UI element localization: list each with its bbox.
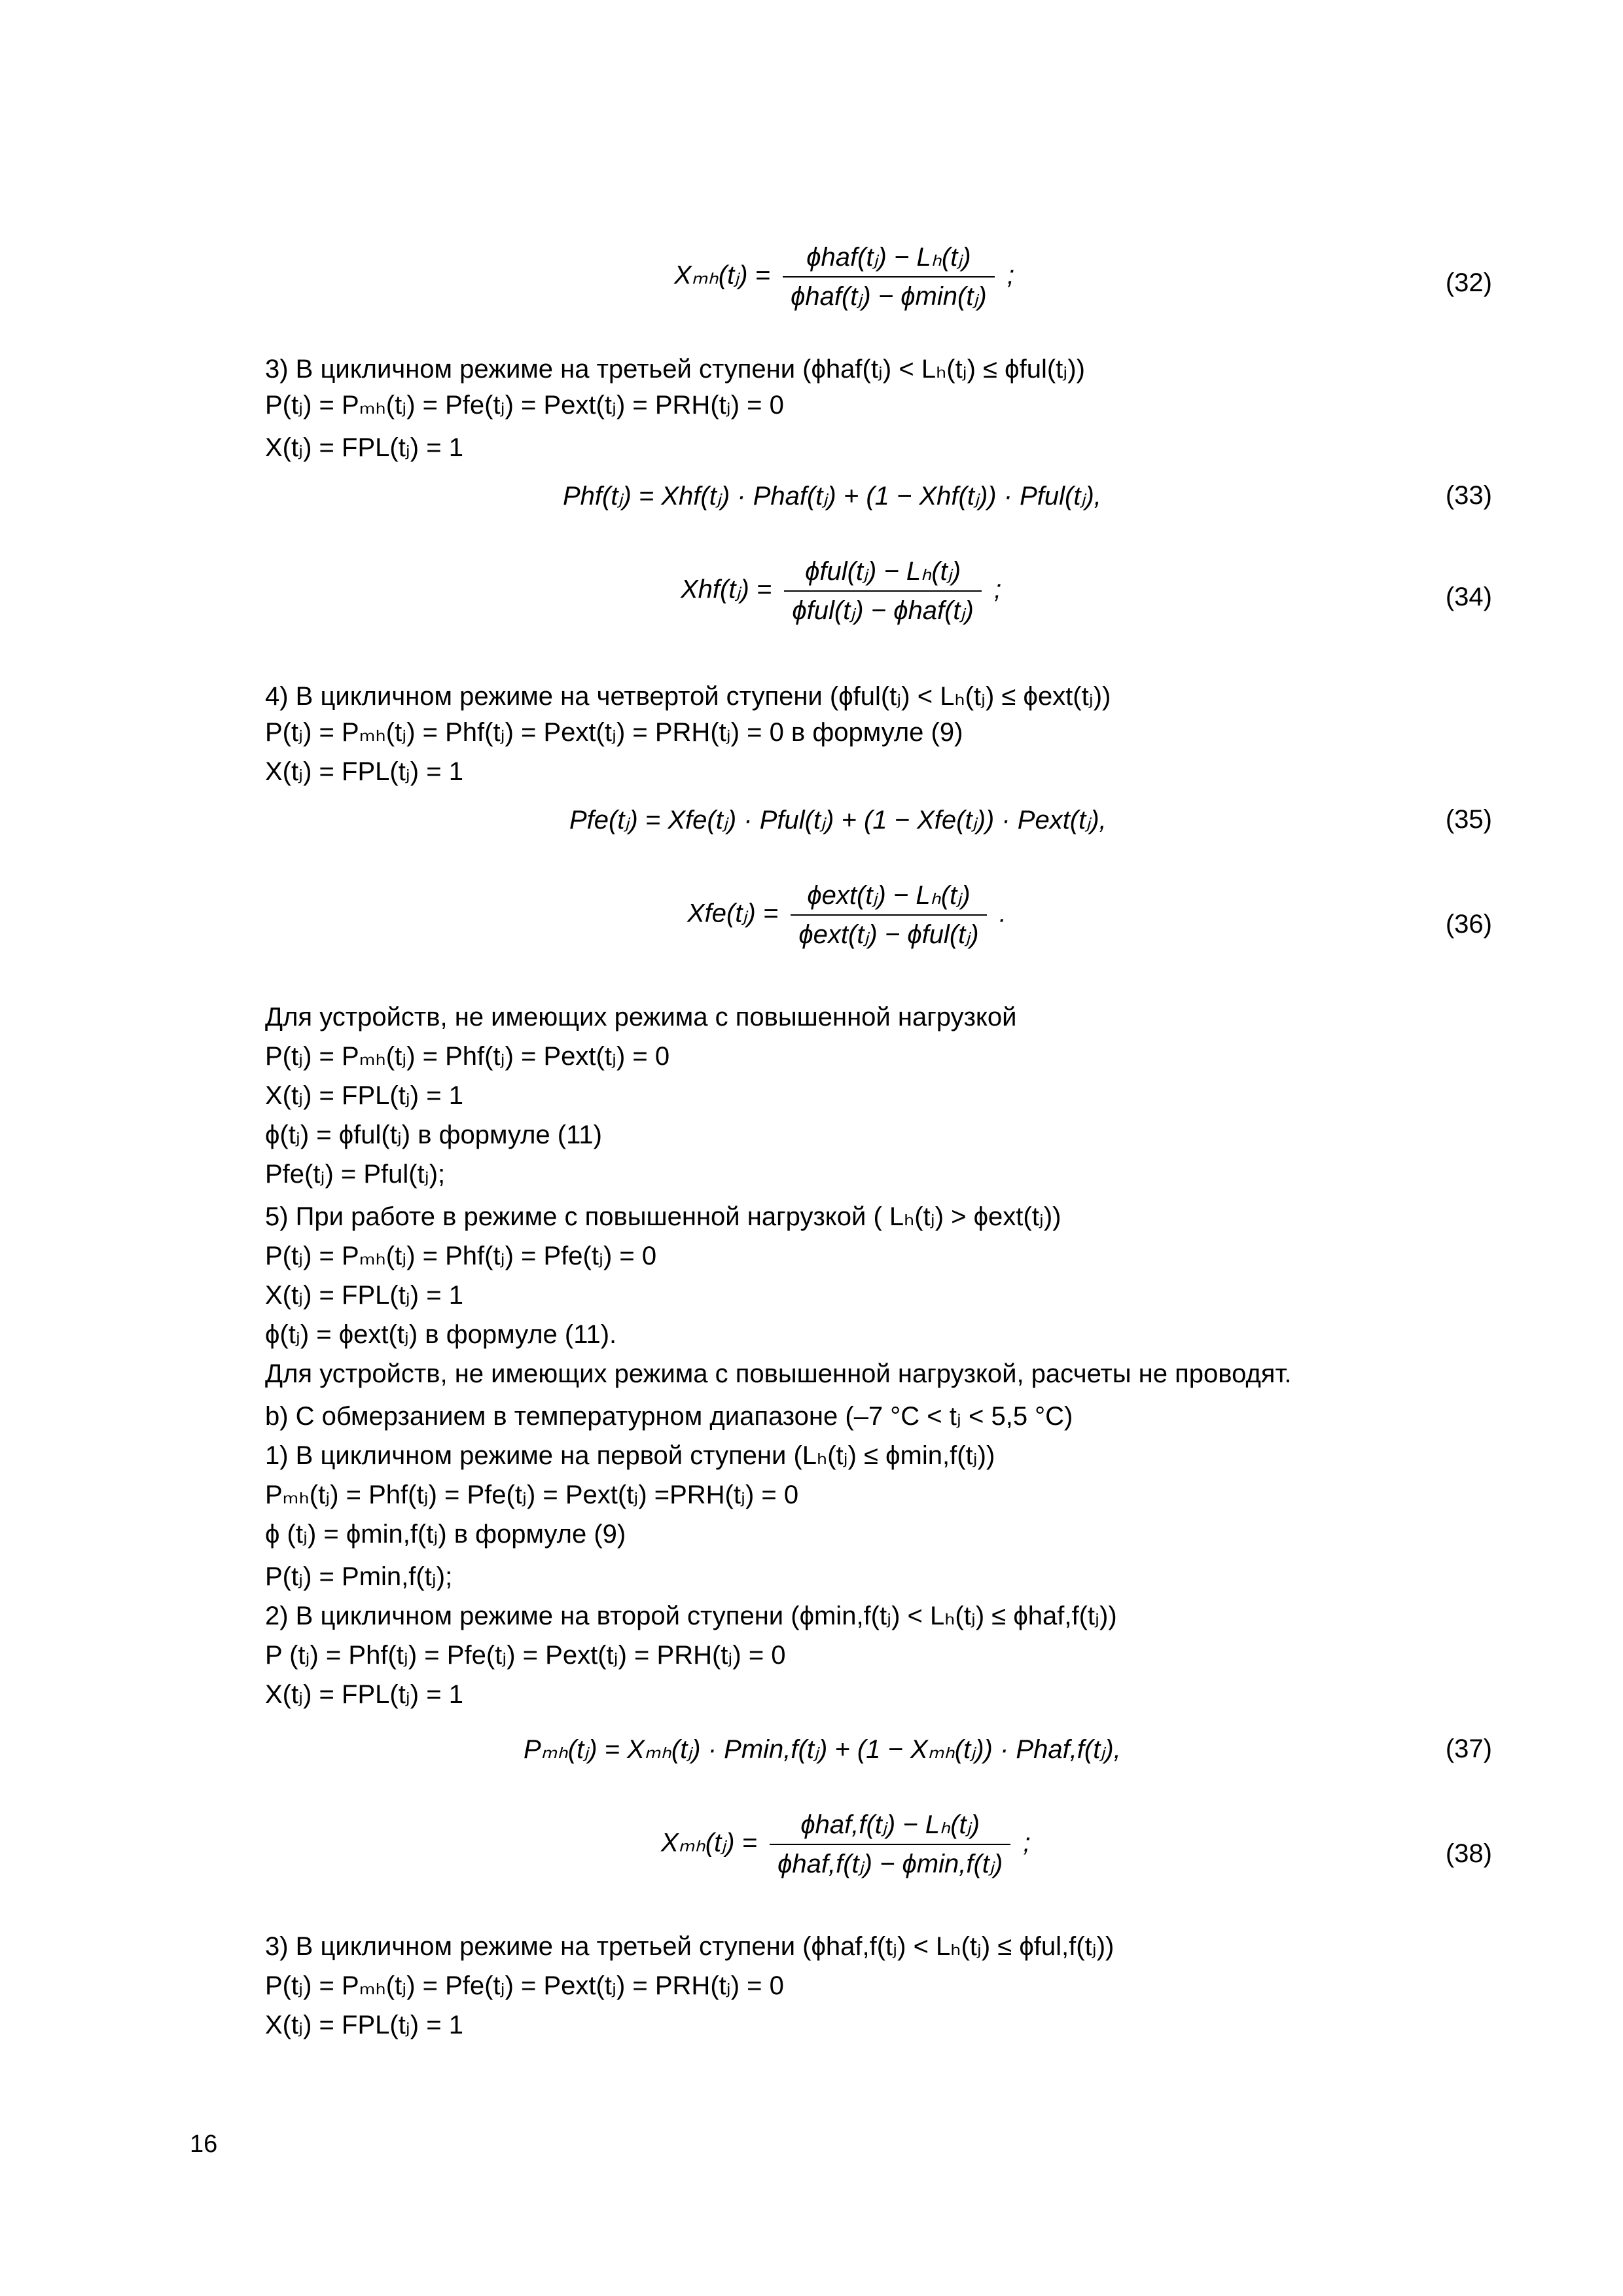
equation-number: (38) xyxy=(1445,1839,1492,1868)
text-line: Для устройств, не имеющих режима с повышенной нагрузкой, расчеты не проводят. xyxy=(265,1359,1292,1388)
fraction xyxy=(784,556,981,626)
fraction xyxy=(770,1810,1010,1879)
text-line: ϕ (tⱼ) = ϕmin,f(tⱼ) в формуле (9) xyxy=(265,1520,626,1549)
equation-35 xyxy=(0,795,1623,848)
fraction-numerator: ϕful(tⱼ) − Lₕ(tⱼ) xyxy=(784,556,981,592)
equation-punctuation: ; xyxy=(993,575,1002,604)
text-line: P(tⱼ) = Pₘₕ(tⱼ) = Phf(tⱼ) = Pext(tⱼ) = PRH(tⱼ) = 0 в формуле (9) xyxy=(265,718,963,747)
fraction-denominator: ϕful(tⱼ) − ϕhaf(tⱼ) xyxy=(792,596,974,625)
fraction-denominator: ϕext(tⱼ) − ϕful(tⱼ) xyxy=(798,920,979,949)
fraction xyxy=(791,880,986,950)
text-line: P(tⱼ) = Pₘₕ(tⱼ) = Phf(tⱼ) = Pfe(tⱼ) = 0 xyxy=(265,1242,657,1270)
text-line: P(tⱼ) = Pₘₕ(tⱼ) = Pfe(tⱼ) = Pext(tⱼ) = PRH(tⱼ) = 0 xyxy=(265,1971,784,2000)
text-line: X(tⱼ) = FPL(tⱼ) = 1 xyxy=(265,1081,463,1110)
text-line: X(tⱼ) = FPL(tⱼ) = 1 xyxy=(265,433,463,462)
text-line: P(tⱼ) = Pmin,f(tⱼ); xyxy=(265,1562,453,1591)
equation-34 xyxy=(0,550,1623,648)
text-line: X(tⱼ) = FPL(tⱼ) = 1 xyxy=(265,1680,463,1709)
text-line: P (tⱼ) = Phf(tⱼ) = Pfe(tⱼ) = Pext(tⱼ) = PRH(tⱼ) = 0 xyxy=(265,1641,786,1670)
text-line: ϕ(tⱼ) = ϕful(tⱼ) в формуле (11) xyxy=(265,1121,602,1149)
text-line: P(tⱼ) = Pₘₕ(tⱼ) = Pfe(tⱼ) = Pext(tⱼ) = PRH(tⱼ) = 0 xyxy=(265,391,784,420)
fraction-numerator: ϕhaf,f(tⱼ) − Lₕ(tⱼ) xyxy=(770,1810,1010,1845)
equation-punctuation: . xyxy=(999,899,1007,928)
equation-number: (33) xyxy=(1445,481,1492,510)
equation-37 xyxy=(0,1725,1623,1777)
text-line: 1) В цикличном режиме на первой ступени (Lₕ(tⱼ) ≤ ϕmin,f(tⱼ)) xyxy=(265,1441,995,1470)
text-line: X(tⱼ) = FPL(tⱼ) = 1 xyxy=(265,2011,463,2039)
equation-38 xyxy=(0,1803,1623,1901)
fraction-denominator: ϕhaf(tⱼ) − ϕmin(tⱼ) xyxy=(791,282,987,311)
equation-body: Pfe(tⱼ) = Xfe(tⱼ) · Pful(tⱼ) + (1 − Xfe(tⱼ)) · Pext(tⱼ), xyxy=(569,806,1107,834)
equation-punctuation: ; xyxy=(1023,1828,1031,1857)
equation-punctuation: ; xyxy=(1007,260,1015,290)
text-line: Для устройств, не имеющих режима с повышенной нагрузкой xyxy=(265,1003,1017,1031)
equation-number: (36) xyxy=(1445,910,1492,939)
text-line: ϕ(tⱼ) = ϕext(tⱼ) в формуле (11). xyxy=(265,1320,617,1349)
equation-body: Pₘₕ(tⱼ) = Xₘₕ(tⱼ) · Pmin,f(tⱼ) + (1 − Xₘₕ(tⱼ)) · Phaf,f(tⱼ), xyxy=(524,1735,1121,1764)
text-line: b) С обмерзанием в температурном диапазоне (–7 °C < tⱼ < 5,5 °C) xyxy=(265,1402,1073,1431)
text-line: Pₘₕ(tⱼ) = Phf(tⱼ) = Pfe(tⱼ) = Pext(tⱼ) =PRH(tⱼ) = 0 xyxy=(265,1480,799,1509)
fraction-denominator: ϕhaf,f(tⱼ) − ϕmin,f(tⱼ) xyxy=(777,1850,1003,1878)
text-line: 4) В цикличном режиме на четвертой ступени (ϕful(tⱼ) < Lₕ(tⱼ) ≤ ϕext(tⱼ)) xyxy=(265,682,1111,711)
text-line: 3) В цикличном режиме на третьей ступени (ϕhaf,f(tⱼ) < Lₕ(tⱼ) ≤ ϕful,f(tⱼ)) xyxy=(265,1932,1115,1961)
text-line: 5) При работе в режиме с повышенной нагрузкой ( Lₕ(tⱼ) > ϕext(tⱼ)) xyxy=(265,1202,1061,1231)
equation-lhs: Xfe(tⱼ) = xyxy=(687,899,779,928)
equation-number: (35) xyxy=(1445,805,1492,834)
fraction-numerator: ϕext(tⱼ) − Lₕ(tⱼ) xyxy=(791,880,986,916)
page-number: 16 xyxy=(190,2130,218,2158)
text-line: X(tⱼ) = FPL(tⱼ) = 1 xyxy=(265,1281,463,1310)
text-line: 2) В цикличном режиме на второй ступени (ϕmin,f(tⱼ) < Lₕ(tⱼ) ≤ ϕhaf,f(tⱼ)) xyxy=(265,1602,1117,1630)
fraction xyxy=(783,242,995,312)
text-line: Pfe(tⱼ) = Pful(tⱼ); xyxy=(265,1160,446,1189)
equation-number: (32) xyxy=(1445,268,1492,297)
equation-lhs: Xₘₕ(tⱼ) = xyxy=(674,260,770,290)
text-line: X(tⱼ) = FPL(tⱼ) = 1 xyxy=(265,757,463,786)
equation-32 xyxy=(0,232,1623,331)
equation-lhs: Xhf(tⱼ) = xyxy=(681,575,772,604)
equation-number: (34) xyxy=(1445,583,1492,611)
equation-36 xyxy=(0,874,1623,972)
equation-number: (37) xyxy=(1445,1734,1492,1763)
equation-33 xyxy=(0,471,1623,524)
equation-body: Phf(tⱼ) = Xhf(tⱼ) · Phaf(tⱼ) + (1 − Xhf(tⱼ)) · Pful(tⱼ), xyxy=(563,482,1101,511)
fraction-numerator: ϕhaf(tⱼ) − Lₕ(tⱼ) xyxy=(783,242,995,278)
text-line: P(tⱼ) = Pₘₕ(tⱼ) = Phf(tⱼ) = Pext(tⱼ) = 0 xyxy=(265,1042,670,1071)
equation-lhs: Xₘₕ(tⱼ) = xyxy=(661,1828,757,1857)
text-line: 3) В цикличном режиме на третьей ступени (ϕhaf(tⱼ) < Lₕ(tⱼ) ≤ ϕful(tⱼ)) xyxy=(265,355,1085,384)
